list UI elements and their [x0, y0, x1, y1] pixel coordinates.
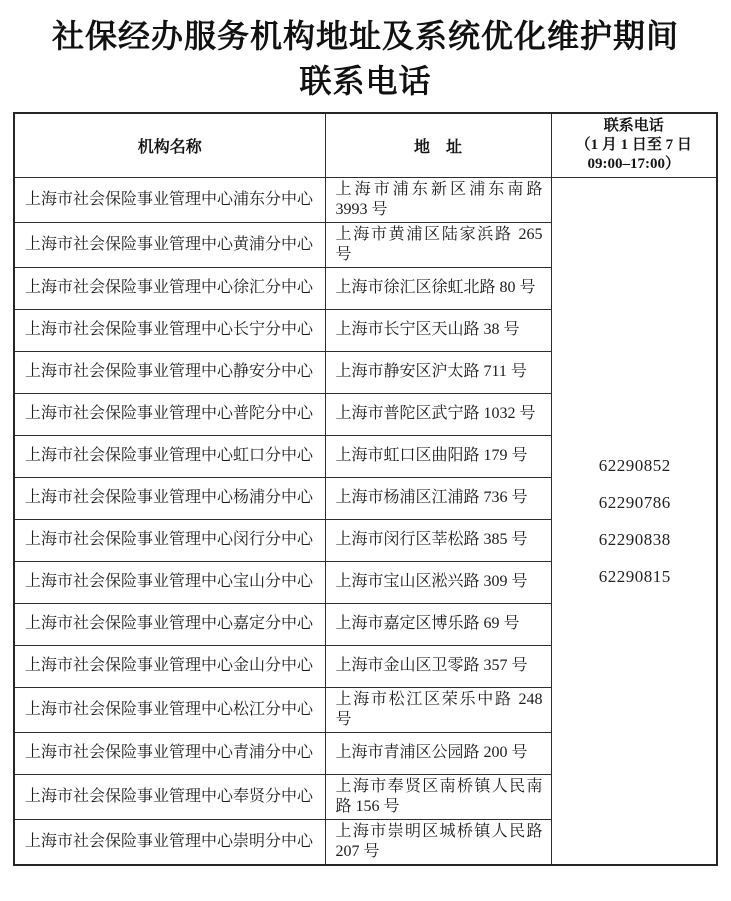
table-header-row	[14, 113, 717, 177]
address-cell: 上海市奉贤区南桥镇人民南路 156 号	[325, 774, 551, 819]
address-cell: 上海市崇明区城桥镇人民路 207 号	[325, 819, 551, 865]
org-name-cell: 上海市社会保险事业管理中心青浦分中心	[14, 732, 325, 774]
contact-table	[13, 112, 718, 866]
org-name-cell: 上海市社会保险事业管理中心宝山分中心	[14, 561, 325, 603]
address-cell: 上海市浦东新区浦东南路 3993 号	[325, 177, 551, 222]
org-name-cell: 上海市社会保险事业管理中心普陀分中心	[14, 393, 325, 435]
address-cell: 上海市嘉定区博乐路 69 号	[325, 603, 551, 645]
org-name-cell: 上海市社会保险事业管理中心松江分中心	[14, 687, 325, 732]
page-title	[18, 14, 713, 104]
header-address: 地 址	[325, 113, 551, 177]
org-name-cell: 上海市社会保险事业管理中心徐汇分中心	[14, 267, 325, 309]
phone-number: 62290852	[598, 455, 671, 475]
org-name-cell: 上海市社会保险事业管理中心嘉定分中心	[14, 603, 325, 645]
phone-number: 62290815	[598, 566, 671, 586]
address-cell: 上海市金山区卫零路 357 号	[325, 645, 551, 687]
address-cell: 上海市普陀区武宁路 1032 号	[325, 393, 551, 435]
phone-number: 62290838	[598, 529, 671, 549]
phone-number: 62290786	[598, 492, 671, 512]
header-phone-line-3: 09:00–17:00）	[587, 155, 680, 172]
header-phone-line-1: 联系电话	[603, 117, 664, 134]
address-cell: 上海市静安区沪太路 711 号	[325, 351, 551, 393]
org-name-cell: 上海市社会保险事业管理中心崇明分中心	[14, 819, 325, 865]
header-org-name: 机构名称	[14, 113, 325, 177]
org-name-cell: 上海市社会保险事业管理中心静安分中心	[14, 351, 325, 393]
address-cell: 上海市徐汇区徐虹北路 80 号	[325, 267, 551, 309]
org-name-cell: 上海市社会保险事业管理中心闵行分中心	[14, 519, 325, 561]
org-name-cell: 上海市社会保险事业管理中心奉贤分中心	[14, 774, 325, 819]
org-name-cell: 上海市社会保险事业管理中心金山分中心	[14, 645, 325, 687]
table-body	[14, 177, 717, 865]
org-name-cell: 上海市社会保险事业管理中心杨浦分中心	[14, 477, 325, 519]
org-name-cell: 上海市社会保险事业管理中心虹口分中心	[14, 435, 325, 477]
header-phone-line-2: （1 月 1 日至 7 日	[575, 136, 692, 153]
org-name-cell: 上海市社会保险事业管理中心长宁分中心	[14, 309, 325, 351]
address-cell: 上海市松江区荣乐中路 248 号	[325, 687, 551, 732]
table-header	[14, 113, 717, 177]
address-cell: 上海市宝山区淞兴路 309 号	[325, 561, 551, 603]
page-title-line-1: 社保经办服务机构地址及系统优化维护期间	[51, 18, 679, 54]
org-name-cell: 上海市社会保险事业管理中心黄浦分中心	[14, 222, 325, 267]
address-cell: 上海市黄浦区陆家浜路 265 号	[325, 222, 551, 267]
org-name-cell: 上海市社会保险事业管理中心浦东分中心	[14, 177, 325, 222]
header-phone	[551, 113, 717, 177]
address-cell: 上海市杨浦区江浦路 736 号	[325, 477, 551, 519]
table-row	[14, 177, 717, 222]
address-cell: 上海市虹口区曲阳路 179 号	[325, 435, 551, 477]
address-cell: 上海市青浦区公园路 200 号	[325, 732, 551, 774]
phone-numbers-cell	[551, 177, 717, 865]
address-cell: 上海市闵行区莘松路 385 号	[325, 519, 551, 561]
page-title-line-2: 联系电话	[299, 63, 432, 99]
address-cell: 上海市长宁区天山路 38 号	[325, 309, 551, 351]
